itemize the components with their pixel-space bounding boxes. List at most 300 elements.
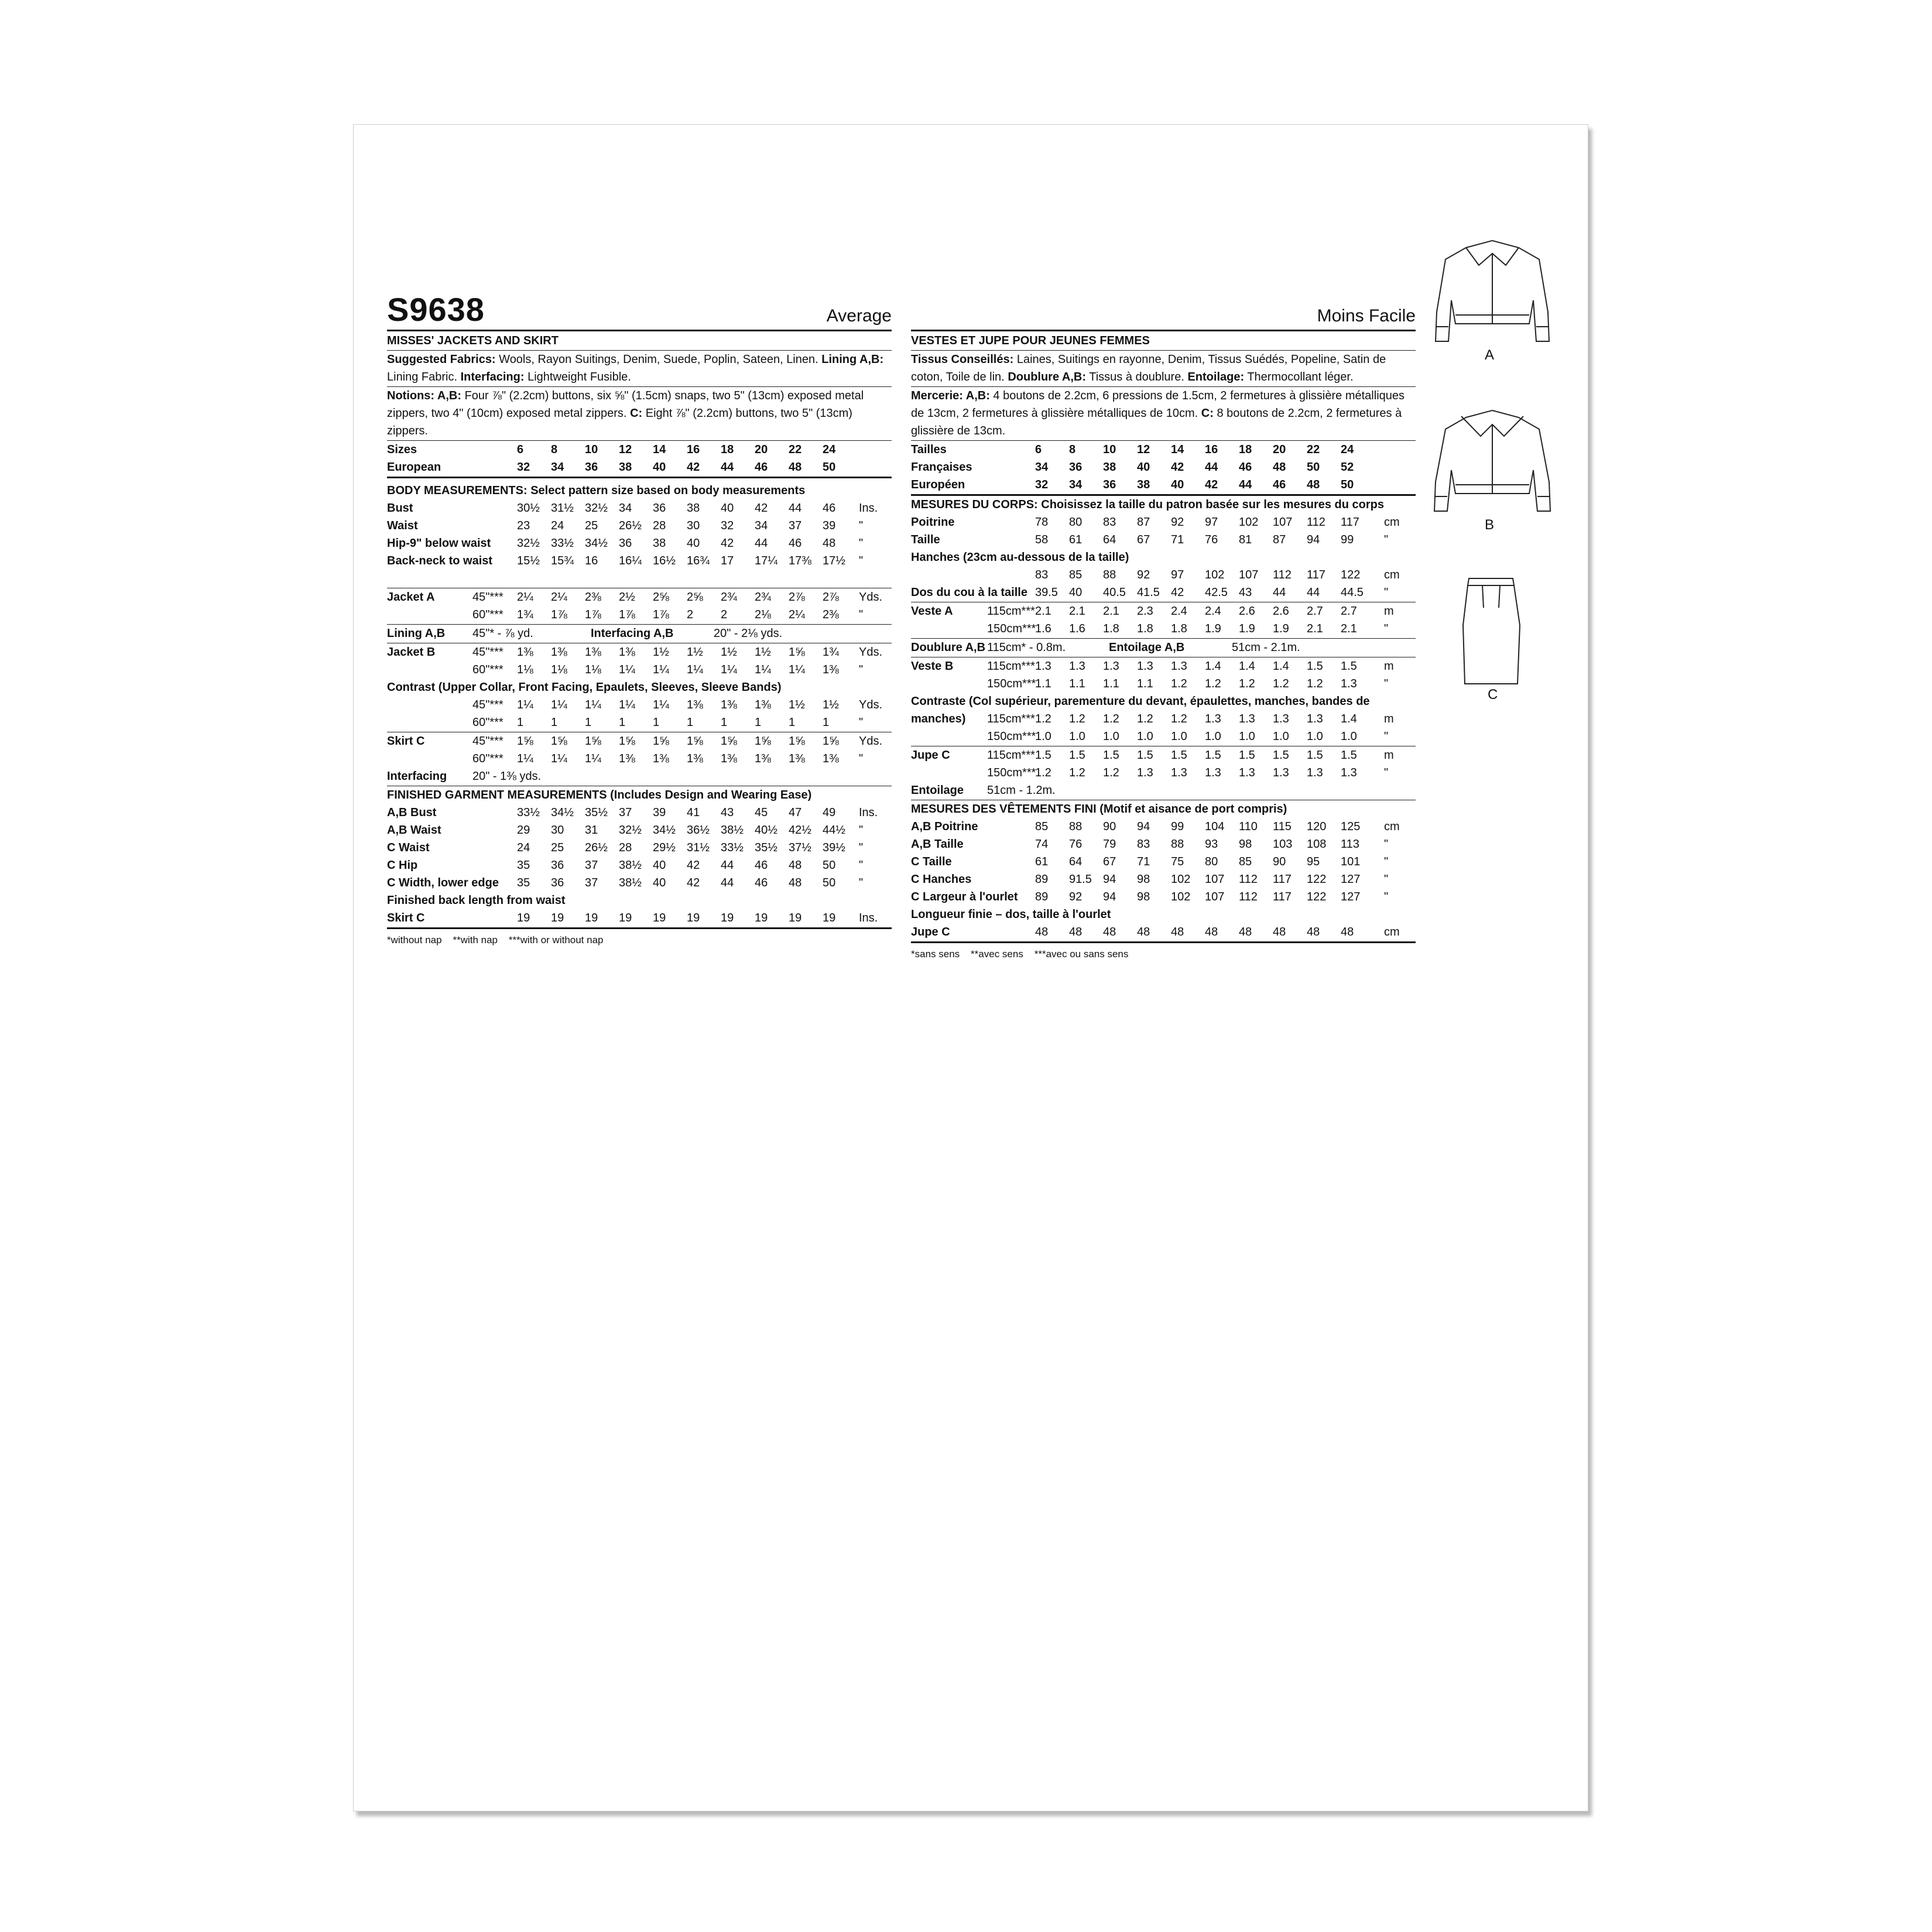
size-value: 1⅜ — [687, 752, 703, 765]
size-value: 48 — [1205, 926, 1218, 938]
size-value: 2⅝ — [653, 591, 669, 604]
size-value: 10 — [585, 443, 598, 456]
fabric-width: 150cm*** — [987, 730, 1036, 743]
row-label: C Width, lower edge — [387, 876, 499, 889]
finished-row — [911, 888, 1416, 906]
contrast-row — [387, 714, 892, 731]
fabric-width: 60"*** — [472, 716, 503, 729]
size-value: 88 — [1171, 838, 1184, 851]
size-value: 120 — [1307, 820, 1327, 833]
size-value: 1.4 — [1205, 660, 1221, 673]
hip-heading-fr: Hanches (23cm au-dessous de la taille) — [911, 551, 1129, 564]
size-value: 1.3 — [1137, 660, 1153, 673]
sketch-label-a: A — [1485, 347, 1495, 363]
size-value: 1.2 — [1137, 712, 1153, 725]
size-value: 1 — [687, 716, 694, 729]
size-value: 1⅜ — [653, 752, 669, 765]
size-value: 83 — [1137, 838, 1150, 851]
size-value: 34 — [1069, 478, 1083, 491]
size-value: 125 — [1341, 820, 1361, 833]
size-value: 1¼ — [551, 698, 567, 711]
size-value: 25 — [585, 519, 598, 532]
size-value: 99 — [1171, 820, 1184, 833]
size-value: 94 — [1103, 890, 1116, 903]
interfacing-row — [387, 768, 892, 785]
body-measurements-section — [387, 478, 892, 588]
size-value: 38 — [687, 502, 700, 515]
size-value: 36 — [551, 859, 564, 872]
english-title-row — [387, 292, 892, 331]
jacket-b-section — [387, 643, 892, 732]
size-value: 1 — [585, 716, 592, 729]
size-value: 99 — [1341, 533, 1354, 546]
size-value: 1.4 — [1341, 712, 1357, 725]
size-value: 19 — [619, 912, 632, 924]
row-label-2: Interfacing A,B — [591, 627, 674, 640]
row-label: Jacket B — [387, 646, 436, 659]
finished-row — [387, 874, 892, 892]
row-label: Skirt C — [387, 912, 425, 924]
size-value: 94 — [1103, 873, 1116, 886]
unit: Yds. — [859, 698, 883, 711]
size-value: 2⅜ — [823, 608, 839, 621]
size-value: 1.5 — [1341, 660, 1357, 673]
size-value: 35 — [517, 876, 530, 889]
size-value: 1⅜ — [721, 752, 737, 765]
size-value: 1.9 — [1205, 622, 1221, 635]
size-value: 1⅜ — [789, 752, 805, 765]
finished-heading-fr: MESURES DES VÊTEMENTS FINI (Motif et aisance de port compris) — [911, 803, 1287, 816]
veste-b-row — [911, 675, 1416, 693]
size-value: 44 — [1273, 586, 1286, 599]
unit: Yds. — [859, 591, 883, 604]
size-value: 1¼ — [585, 698, 601, 711]
size-value: 95 — [1307, 855, 1320, 868]
size-value: 2.1 — [1307, 622, 1323, 635]
size-value: 34 — [1035, 461, 1049, 474]
size-value: 1⅛ — [551, 663, 567, 676]
size-value: 103 — [1273, 838, 1293, 851]
fabric-width: 45"*** — [472, 698, 503, 711]
size-value: 31½ — [551, 502, 574, 515]
size-value: 113 — [1341, 838, 1359, 851]
size-value: 19 — [551, 912, 564, 924]
size-value: 48 — [1239, 926, 1252, 938]
unit: cm — [1384, 516, 1400, 529]
interfacing-label: Interfacing: — [460, 371, 525, 383]
size-value: 127 — [1341, 890, 1361, 903]
size-value: 1.3 — [1103, 660, 1119, 673]
size-value: 30 — [687, 519, 700, 532]
row-label: Lining A,B — [387, 627, 446, 640]
fabric-width: 60"*** — [472, 608, 503, 621]
size-value: 40.5 — [1103, 586, 1126, 599]
size-value: 1.6 — [1069, 622, 1085, 635]
size-value: 1¼ — [721, 663, 737, 676]
back-length-row — [387, 909, 892, 927]
size-value: 19 — [585, 912, 598, 924]
size-value: 49 — [823, 806, 836, 819]
fabrics-label: Suggested Fabrics: — [387, 353, 496, 366]
size-value: 48 — [1273, 926, 1286, 938]
row-label: Françaises — [911, 461, 972, 474]
size-value: 117 — [1273, 873, 1292, 886]
size-value: 1⅝ — [653, 735, 669, 748]
size-value: 1.0 — [1137, 730, 1153, 743]
fabric-width: 150cm*** — [987, 622, 1036, 635]
pattern-envelope-back — [353, 124, 1588, 1811]
unit: m — [1384, 749, 1394, 762]
size-value: 1.0 — [1035, 730, 1051, 743]
row-label: C Hanches — [911, 873, 972, 886]
notions-label: Mercerie: A,B: — [911, 389, 990, 402]
size-value: 1.2 — [1307, 677, 1323, 690]
size-value: 1⅞ — [551, 608, 567, 621]
size-value: 2.1 — [1069, 605, 1085, 618]
size-value: 32 — [1035, 478, 1049, 491]
size-value: 91.5 — [1069, 873, 1092, 886]
size-value: 64 — [1069, 855, 1083, 868]
size-value: 64 — [1103, 533, 1116, 546]
size-value: 38 — [1103, 461, 1116, 474]
size-value: 36 — [551, 876, 564, 889]
notions-section-fr — [911, 387, 1416, 441]
size-value: 2.7 — [1341, 605, 1357, 618]
fabric-width: 45"*** — [472, 591, 503, 604]
row-label: C Largeur à l'ourlet — [911, 890, 1018, 903]
unit: " — [1384, 766, 1389, 779]
fabric-width: 150cm*** — [987, 677, 1036, 690]
size-value: 1⅜ — [755, 698, 771, 711]
row-label: Veste A — [911, 605, 953, 618]
row-value-2: 20" - 2⅛ yds. — [714, 627, 783, 640]
unit: cm — [1384, 568, 1400, 581]
size-value: 80 — [1069, 516, 1083, 529]
size-value: 2½ — [619, 591, 635, 604]
size-value: 94 — [1137, 820, 1150, 833]
body-row — [387, 552, 892, 570]
size-value: 1.2 — [1035, 766, 1051, 779]
size-value: 1.5 — [1307, 749, 1323, 762]
size-value: 1.3 — [1137, 766, 1153, 779]
row-label: Bust — [387, 502, 413, 515]
finished-row — [911, 818, 1416, 835]
body-measurements-heading: BODY MEASUREMENTS: Select pattern size based on body measurements — [387, 484, 806, 497]
size-value: 37 — [585, 876, 598, 889]
unit: Ins. — [859, 502, 878, 515]
skirt-c-row — [387, 750, 892, 768]
size-value: 1.4 — [1273, 660, 1289, 673]
size-value: 98 — [1137, 873, 1150, 886]
size-value: 17 — [721, 554, 734, 567]
size-value: 33½ — [721, 841, 744, 854]
body-row — [911, 531, 1416, 549]
size-value: 85 — [1035, 820, 1049, 833]
size-value: 1.5 — [1069, 749, 1085, 762]
row-value-2: 51cm - 2.1m. — [1232, 641, 1300, 654]
row-label: Back-neck to waist — [387, 554, 493, 567]
jupe-c-row — [911, 746, 1416, 764]
size-value: 18 — [721, 443, 734, 456]
size-value: 1.3 — [1273, 766, 1289, 779]
size-row — [911, 476, 1416, 494]
size-value: 115 — [1273, 820, 1292, 833]
size-value: 1¾ — [823, 646, 839, 659]
size-value: 2⅞ — [789, 591, 805, 604]
size-value: 2.4 — [1205, 605, 1221, 618]
fabric-width: 60"*** — [472, 752, 503, 765]
size-value: 97 — [1205, 516, 1218, 529]
unit: cm — [1384, 926, 1400, 938]
size-value: 46 — [789, 537, 802, 550]
size-value: 1¼ — [517, 698, 533, 711]
body-row — [387, 535, 892, 552]
size-value: 1½ — [755, 646, 771, 659]
size-value: 2¼ — [551, 591, 567, 604]
size-value: 1¼ — [755, 663, 771, 676]
size-value: 1 — [755, 716, 762, 729]
size-value: 90 — [1273, 855, 1286, 868]
size-value: 1.3 — [1035, 660, 1051, 673]
size-value: 2⅞ — [823, 591, 839, 604]
size-value: 42½ — [789, 824, 811, 837]
size-value: 25 — [551, 841, 564, 854]
size-value: 30½ — [517, 502, 540, 515]
size-value: 89 — [1035, 890, 1049, 903]
size-value: 35½ — [585, 806, 608, 819]
size-value: 24 — [551, 519, 564, 532]
size-value: 101 — [1341, 855, 1361, 868]
lining-section — [387, 625, 892, 643]
doublure-section — [911, 639, 1416, 657]
size-value: 1¼ — [653, 698, 669, 711]
finished-row — [387, 804, 892, 821]
row-value: 115cm* - 0.8m. — [987, 641, 1066, 654]
size-value: 117 — [1341, 516, 1359, 529]
size-value: 44.5 — [1341, 586, 1364, 599]
size-value: 16 — [1205, 443, 1218, 456]
body-row — [387, 517, 892, 535]
french-content — [911, 332, 1416, 963]
size-value: 15½ — [517, 554, 540, 567]
unit: " — [859, 608, 864, 621]
row-label: manches) — [911, 712, 966, 725]
veste-a-section — [911, 602, 1416, 639]
size-value: 6 — [1035, 443, 1042, 456]
difficulty-level-fr: Moins Facile — [1317, 306, 1416, 326]
doublure-row — [911, 639, 1416, 656]
spacer — [387, 570, 892, 587]
unit: cm — [1384, 820, 1400, 833]
notions-text: 4 boutons de 2.2cm, 6 pressions de 1.5cm, 2 fermetures à glissière métalliques de 13cm, 2 fermetures à glissière métalliques de 10cm. — [911, 389, 1405, 420]
size-value: 43 — [721, 806, 734, 819]
size-value: 50 — [823, 859, 836, 872]
size-value: 1⅝ — [619, 735, 635, 748]
size-value: 1.5 — [1307, 660, 1323, 673]
fabric-width: 150cm*** — [987, 766, 1036, 779]
size-value: 36 — [619, 537, 632, 550]
size-value: 1.5 — [1273, 749, 1289, 762]
size-value: 80 — [1205, 855, 1218, 868]
size-value: 24 — [823, 443, 836, 456]
row-label: Poitrine — [911, 516, 955, 529]
pattern-number: S9638 — [387, 291, 485, 328]
size-value: 107 — [1205, 890, 1225, 903]
size-value: 1.3 — [1273, 712, 1289, 725]
size-value: 48 — [1171, 926, 1184, 938]
size-value: 37 — [789, 519, 802, 532]
size-value: 19 — [517, 912, 530, 924]
size-value: 36 — [1069, 461, 1083, 474]
veste-b-section — [911, 657, 1416, 746]
size-value: 34½ — [551, 806, 574, 819]
size-value: 32½ — [517, 537, 540, 550]
size-value: 2.1 — [1035, 605, 1051, 618]
size-value: 1.8 — [1171, 622, 1187, 635]
size-value: 1.0 — [1069, 730, 1085, 743]
size-value: 122 — [1341, 568, 1361, 581]
size-value: 17¼ — [755, 554, 777, 567]
unit: m — [1384, 605, 1394, 618]
sizes-section-fr — [911, 441, 1416, 496]
size-value: 48 — [1273, 461, 1286, 474]
size-value: 1⅝ — [789, 646, 805, 659]
size-value: 1⅝ — [789, 735, 805, 748]
size-value: 48 — [1035, 926, 1049, 938]
size-value: 1⅝ — [687, 735, 703, 748]
row-label: Sizes — [387, 443, 417, 456]
veste-a-row — [911, 602, 1416, 620]
size-value: 40 — [1171, 478, 1184, 491]
body-measurements-section-fr — [911, 496, 1416, 602]
notions-label: Notions: A,B: — [387, 389, 462, 402]
interfacing-text: Thermocollant léger. — [1247, 371, 1354, 383]
row-label: Interfacing — [387, 770, 447, 783]
size-value: 1.3 — [1171, 660, 1187, 673]
entoilage-row — [911, 782, 1416, 799]
size-value: 94 — [1307, 533, 1320, 546]
row-value: 51cm - 1.2m. — [987, 784, 1056, 797]
unit: " — [1384, 855, 1389, 868]
size-value: 2.4 — [1171, 605, 1187, 618]
size-value: 102 — [1239, 516, 1259, 529]
contrast-row-fr — [911, 710, 1416, 728]
size-value: 1.3 — [1205, 766, 1221, 779]
row-label: Hip-9" below waist — [387, 537, 491, 550]
size-value: 48 — [1103, 926, 1116, 938]
row-label: Jupe C — [911, 749, 950, 762]
size-value: 44 — [721, 461, 734, 474]
size-value: 1.0 — [1273, 730, 1289, 743]
size-value: 1 — [619, 716, 626, 729]
row-label: Dos du cou à la taille — [911, 586, 1027, 599]
unit: m — [1384, 712, 1394, 725]
size-value: 28 — [653, 519, 666, 532]
size-value: 2.1 — [1341, 622, 1357, 635]
size-value: 1⅛ — [517, 663, 533, 676]
size-value: 8 — [1069, 443, 1076, 456]
size-value: 44½ — [823, 824, 845, 837]
size-value: 36 — [1103, 478, 1116, 491]
size-value: 42 — [687, 461, 700, 474]
size-value: 1.5 — [1035, 749, 1051, 762]
size-value: 1½ — [653, 646, 669, 659]
size-value: 17½ — [823, 554, 845, 567]
row-value: 45"* - ⅞ yd. — [472, 627, 533, 640]
size-row — [387, 441, 892, 458]
size-value: 1.2 — [1103, 766, 1119, 779]
size-value: 1.0 — [1307, 730, 1323, 743]
size-value: 16 — [585, 554, 598, 567]
contrast-label: Contrast (Upper Collar, Front Facing, Epaulets, Sleeves, Sleeve Bands) — [387, 681, 782, 694]
size-value: 88 — [1069, 820, 1083, 833]
unit: " — [859, 876, 864, 889]
size-value: 10 — [1103, 443, 1116, 456]
size-value: 1.2 — [1035, 712, 1051, 725]
size-value: 1¼ — [687, 663, 703, 676]
unit: " — [1384, 838, 1389, 851]
size-value: 14 — [653, 443, 666, 456]
size-value: 1 — [823, 716, 830, 729]
english-content — [387, 332, 892, 949]
size-value: 26½ — [619, 519, 642, 532]
size-value: 87 — [1137, 516, 1150, 529]
size-value: 92 — [1137, 568, 1150, 581]
veste-b-row — [911, 657, 1416, 675]
size-value: 108 — [1307, 838, 1327, 851]
size-value: 24 — [1341, 443, 1354, 456]
size-value: 40 — [721, 502, 734, 515]
size-value: 90 — [1103, 820, 1116, 833]
row-label: Veste B — [911, 660, 954, 673]
size-value: 1⅞ — [585, 608, 601, 621]
size-value: 12 — [1137, 443, 1150, 456]
finished-heading: FINISHED GARMENT MEASUREMENTS (Includes Design and Wearing Ease) — [387, 789, 812, 801]
size-value: 1⅜ — [585, 646, 601, 659]
size-value: 16½ — [653, 554, 676, 567]
size-value: 16 — [687, 443, 700, 456]
interfacing-label: Entoilage: — [1187, 371, 1245, 383]
unit: " — [1384, 533, 1389, 546]
veste-a-row — [911, 620, 1416, 638]
size-value: 18 — [1239, 443, 1252, 456]
row-label: Skirt C — [387, 735, 425, 748]
size-value: 24 — [517, 841, 530, 854]
size-value: 1.0 — [1171, 730, 1187, 743]
size-value: 2.1 — [1103, 605, 1119, 618]
row-label: Waist — [387, 519, 418, 532]
contrast-label-fr-1: Contraste (Col supérieur, parementure du devant, épaulettes, manches, bandes de — [911, 695, 1370, 708]
size-value: 1⅝ — [755, 735, 771, 748]
size-value: 2 — [721, 608, 728, 621]
size-value: 38½ — [619, 859, 642, 872]
size-value: 20 — [755, 443, 768, 456]
row-label: A,B Waist — [387, 824, 441, 837]
jacket-a-row — [387, 606, 892, 624]
size-value: 44 — [721, 859, 734, 872]
size-value: 1.5 — [1205, 749, 1221, 762]
fabrics-text: Laines, Suitings en rayonne, Denim, Tissus Suédés, Popeline, Satin de coton, Toile de lin. — [911, 353, 1386, 383]
size-value: 39 — [823, 519, 836, 532]
size-value: 36½ — [687, 824, 710, 837]
size-value: 61 — [1069, 533, 1083, 546]
size-value: 39½ — [823, 841, 845, 854]
row-label: Doublure A,B — [911, 641, 986, 654]
size-value: 1.2 — [1171, 712, 1187, 725]
back-row — [911, 584, 1416, 601]
back-length-heading-fr: Longueur finie – dos, taille à l'ourlet — [911, 908, 1111, 921]
size-value: 37 — [619, 806, 632, 819]
